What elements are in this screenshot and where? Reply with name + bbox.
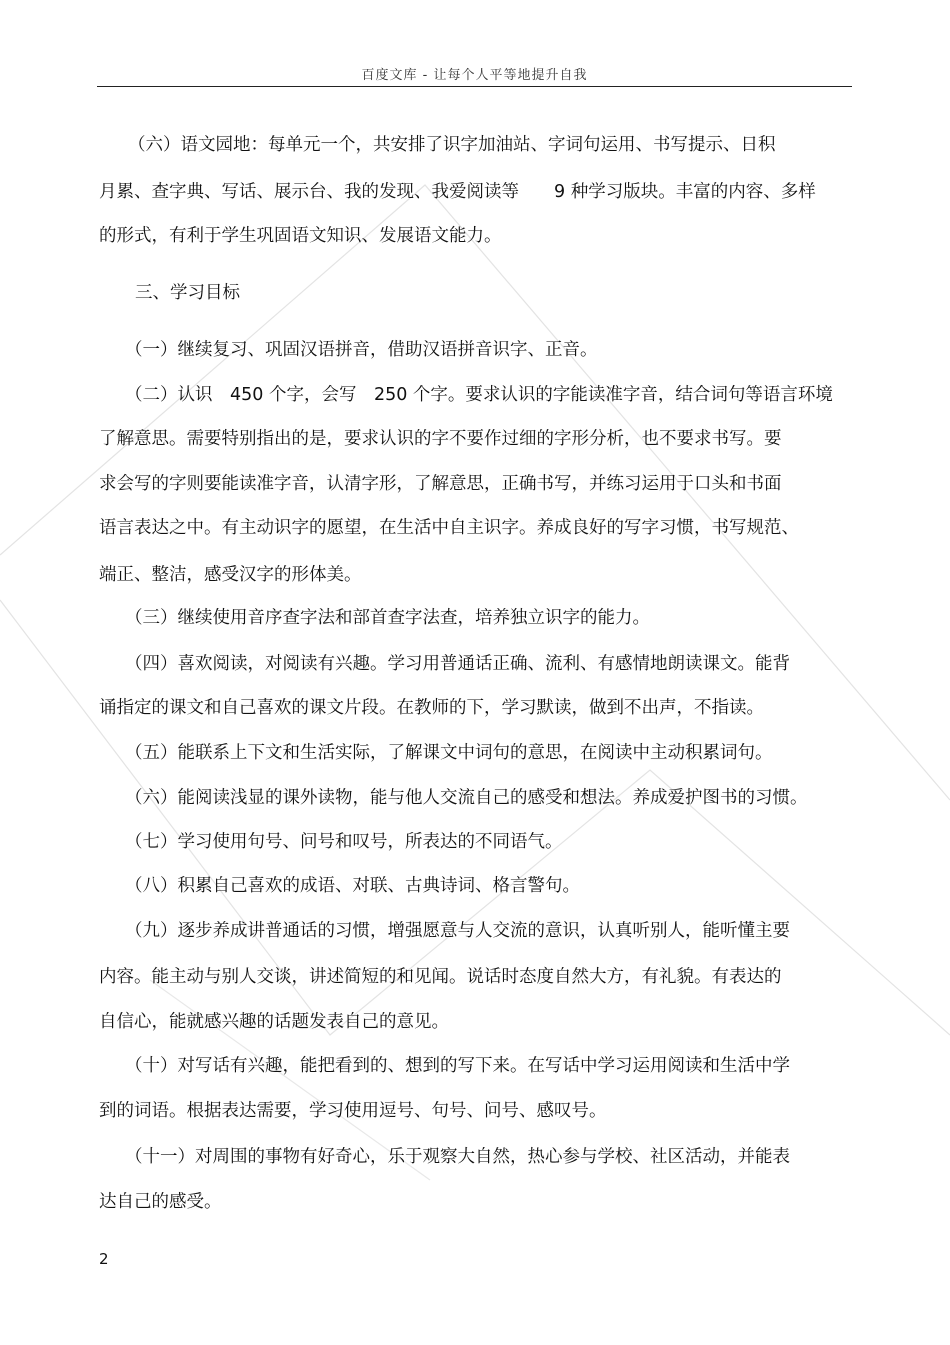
- body-line: （三）继续使用音序查字法和部首查字法查，培养独立识字的能力。: [125, 608, 650, 628]
- body-line: 求会写的字则要能读准字音，认清字形，了解意思，正确书写，并练习运用于口头和书面: [99, 474, 782, 494]
- body-line: （九）逐步养成讲普通话的习惯，增强愿意与人交流的意识，认真听别人，能听懂主要: [125, 921, 790, 941]
- header-rule: [97, 86, 852, 87]
- body-line: 了解意思。需要特别指出的是，要求认识的字不要作过细的字形分析，也不要求书写。要: [99, 429, 782, 449]
- body-line: （一）继续复习、巩固汉语拼音，借助汉语拼音识字、正音。: [125, 340, 598, 360]
- body-line: （七）学习使用句号、问号和叹号，所表达的不同语气。: [125, 832, 563, 852]
- body-line: （六）语文园地：每单元一个，共安排了识字加油站、字词句运用、书写提示、日积: [128, 135, 776, 155]
- body-line: 自信心，能就感兴趣的话题发表自己的意见。: [99, 1012, 449, 1032]
- body-line: （六）能阅读浅显的课外读物，能与他人交流自己的感受和想法。养成爱护图书的习惯。: [125, 788, 808, 808]
- section-heading: 三、学习目标: [135, 283, 240, 303]
- body-line: （十）对写话有兴趣，能把看到的、想到的写下来。在写话中学习运用阅读和生活中学: [125, 1056, 790, 1076]
- body-line: （八）积累自己喜欢的成语、对联、古典诗词、格言警句。: [125, 876, 580, 896]
- body-line: （四）喜欢阅读，对阅读有兴趣。学习用普通话正确、流利、有感情地朗读课文。能背: [125, 654, 790, 674]
- body-line: 诵指定的课文和自己喜欢的课文片段。在教师的下，学习默读，做到不出声，不指读。: [99, 698, 764, 718]
- body-line: 语言表达之中。有主动识字的愿望，在生活中自主识字。养成良好的写字习惯，书写规范、: [99, 518, 799, 538]
- body-line: （五）能联系上下文和生活实际，了解课文中词句的意思，在阅读中主动积累词句。: [125, 743, 773, 763]
- page-header: 百度文库 - 让每个人平等地提升自我: [361, 68, 588, 83]
- body-line: 到的词语。根据表达需要，学习使用逗号、句号、问号、感叹号。: [99, 1101, 607, 1121]
- body-line: （十一）对周围的事物有好奇心，乐于观察大自然，热心参与学校、社区活动，并能表: [125, 1147, 790, 1167]
- body-line: 达自己的感受。: [99, 1192, 222, 1212]
- body-line: 月累、查字典、写话、展示台、我的发现、我爱阅读等 9 种学习版块。丰富的内容、多样: [99, 182, 816, 202]
- body-line: 内容。能主动与别人交谈，讲述简短的和见闻。说话时态度自然大方，有礼貌。有表达的: [99, 967, 782, 987]
- body-line: 端正、整洁，感受汉字的形体美。: [99, 565, 362, 585]
- body-line: 的形式，有利于学生巩固语文知识、发展语文能力。: [99, 226, 502, 246]
- page-number: 2: [99, 1250, 109, 1268]
- body-line: （二）认识 450 个字，会写 250 个字。要求认识的字能读准字音，结合词句等语言环境: [125, 385, 833, 405]
